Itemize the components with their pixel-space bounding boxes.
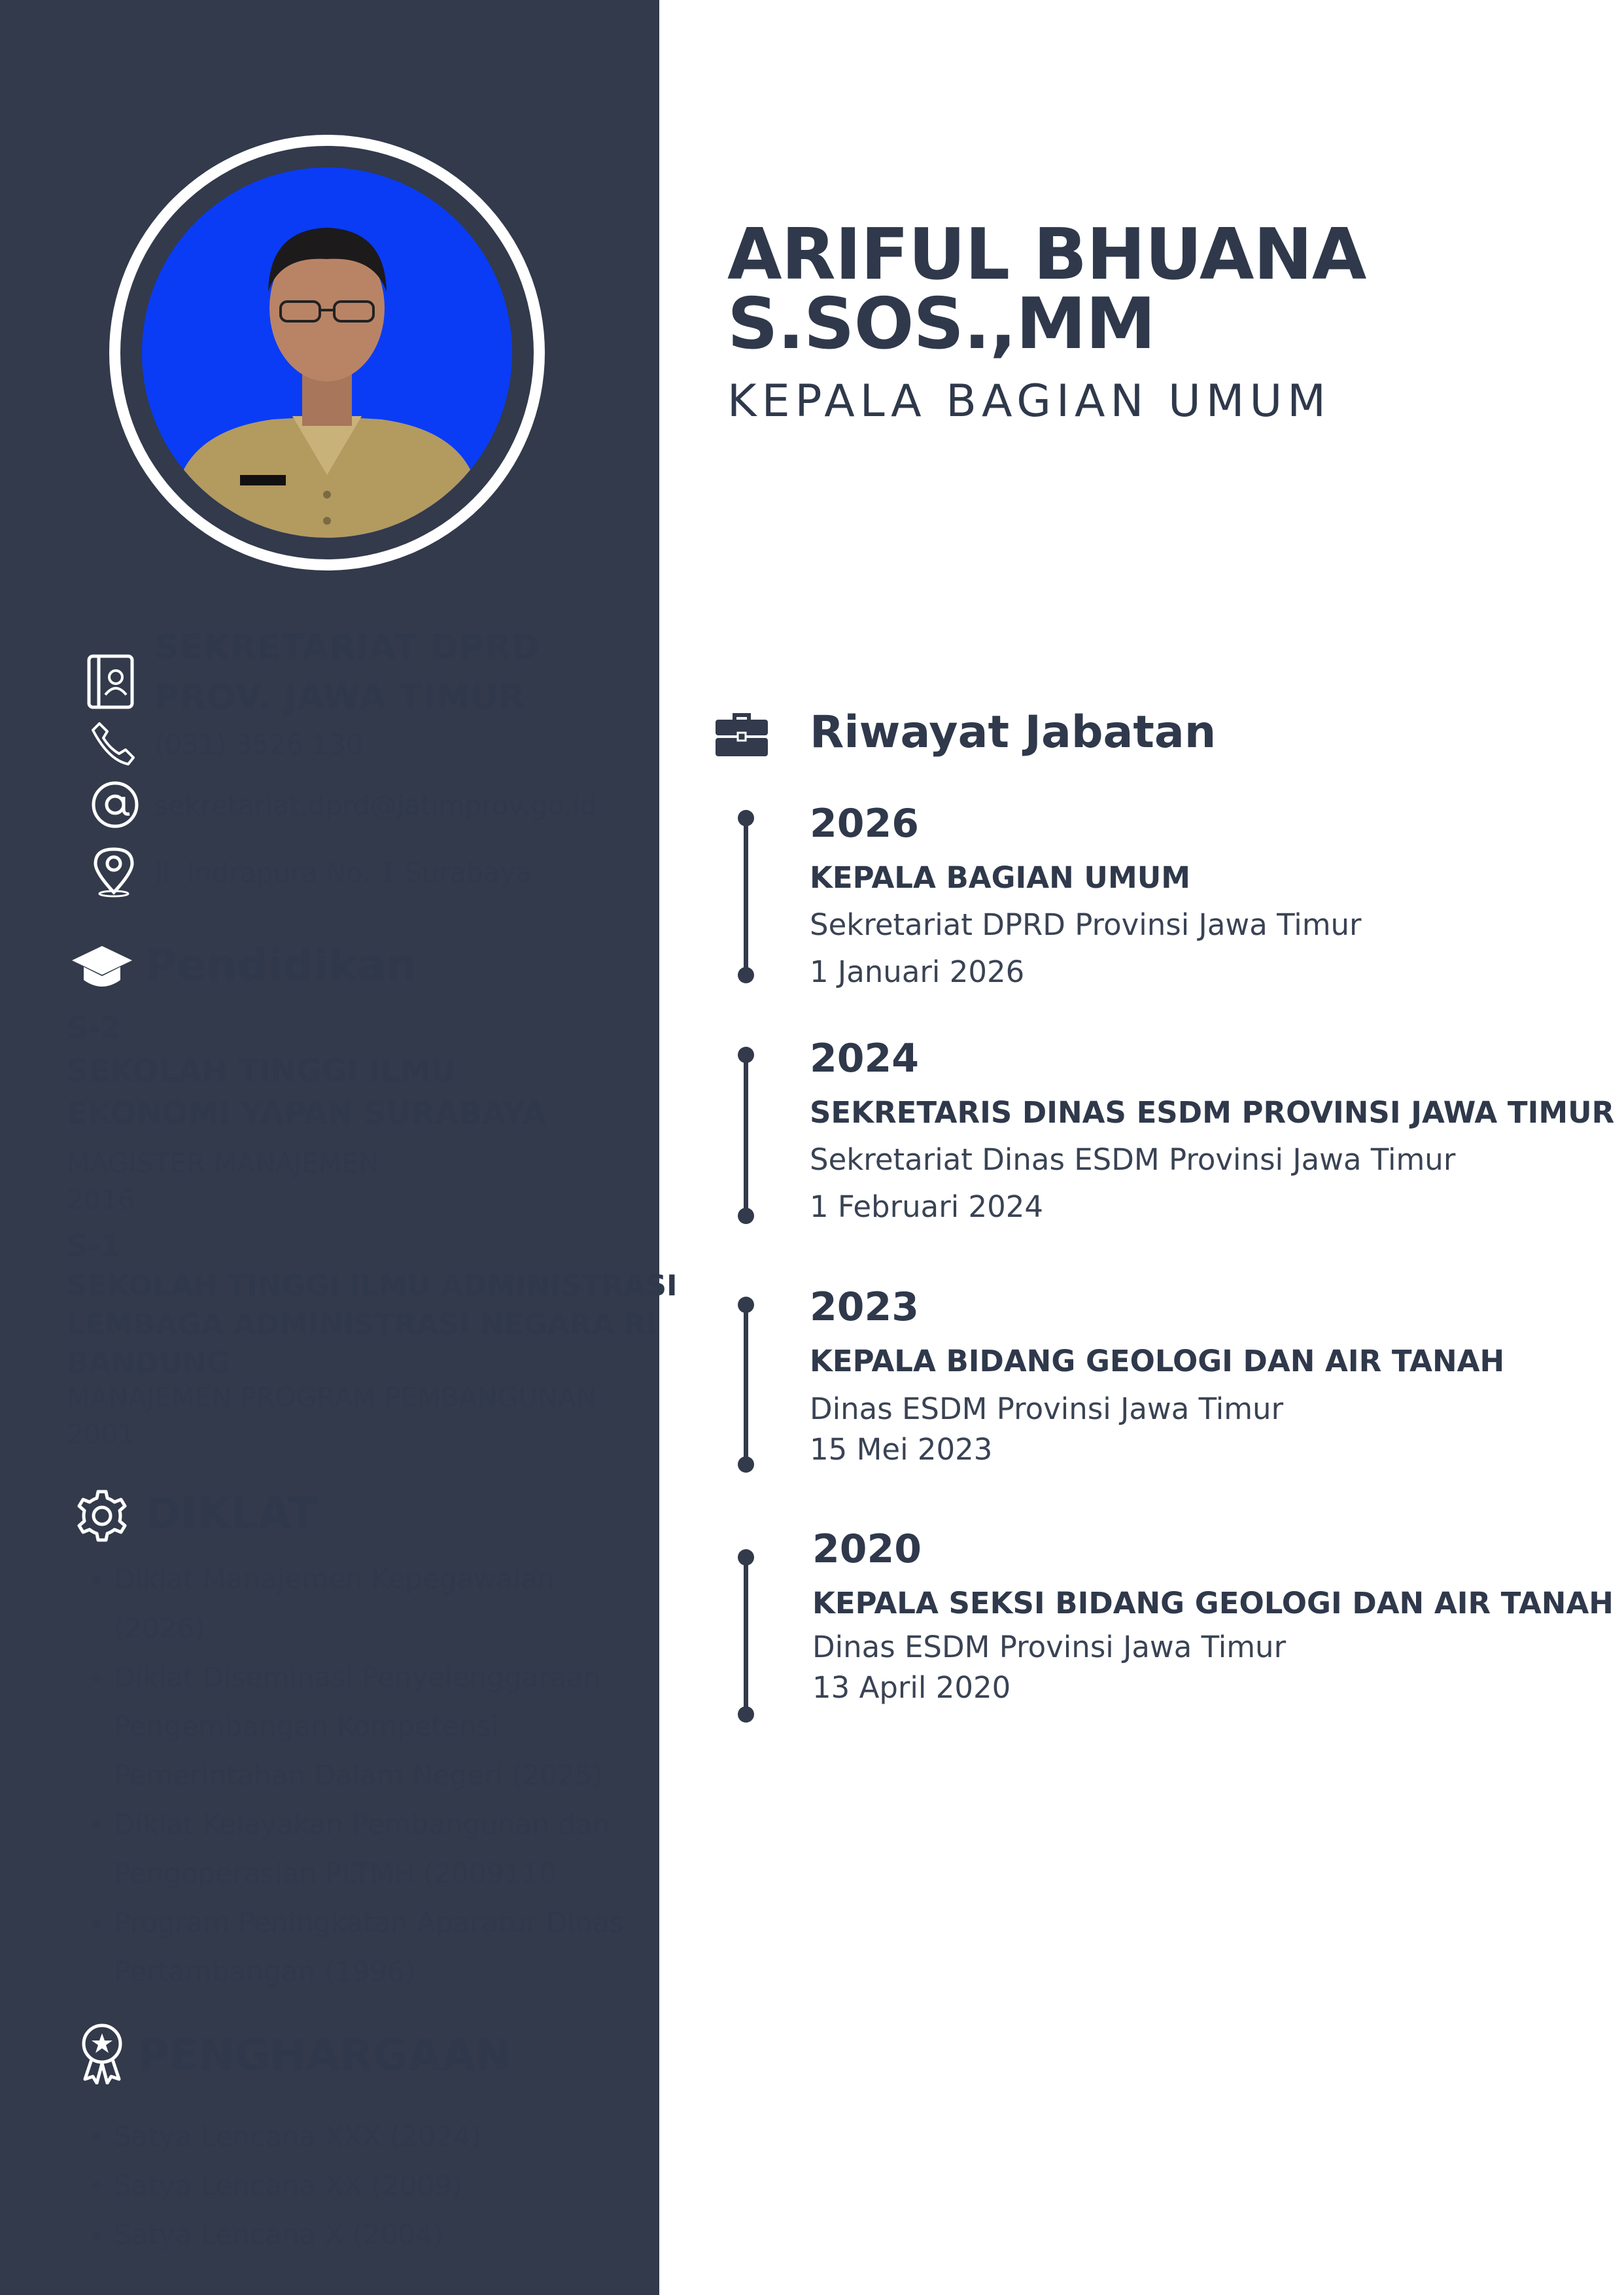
diklat-item-line: (2026) — [114, 1612, 205, 1644]
career-date: 15 Mei 2023 — [810, 1432, 993, 1467]
education-school-s2-line1: SEKOLAH TINGGI ILMU — [67, 1053, 456, 1089]
diklat-item — [114, 1898, 642, 1996]
timeline-dot — [738, 1208, 754, 1224]
diklat-item-line: Diklat Manajemen Kepegawaian — [114, 1563, 555, 1595]
diklat-item — [114, 1653, 642, 1800]
career-title: KEPALA SEKSI BIDANG GEOLOGI DAN AIR TANAH — [812, 1586, 1614, 1621]
education-year-s2: 2016 — [67, 1184, 135, 1216]
gear-icon — [75, 1489, 129, 1543]
contact-phone: (031) 3526 130 — [154, 729, 363, 760]
diklat-item-line: Diklat Kelayakan Pembangunan dan — [114, 1808, 610, 1840]
career-year: 2020 — [812, 1526, 922, 1572]
award-medal-icon — [76, 2022, 128, 2084]
education-degree-s2: S-2 — [67, 1011, 121, 1045]
timeline-dot — [738, 1047, 754, 1063]
diklat-item-line: Diklat Diseminasi Penyelenggaraan — [114, 1661, 601, 1693]
diklat-item — [114, 1800, 642, 1898]
diklat-item-line: Pemerintahan Dalam Negeri (2025) — [114, 1759, 603, 1791]
career-date: 1 Februari 2024 — [810, 1189, 1044, 1224]
contact-org-line1: SEKRETARIAT DPRD — [154, 628, 541, 667]
award-item: • Satya Lencana X (2004) — [114, 2210, 642, 2259]
award-item: • Satya Lencana XX (2009) — [114, 2161, 642, 2210]
timeline-dot — [738, 1456, 754, 1473]
career-year: 2024 — [810, 1036, 919, 1081]
diklat-item-line: Pengembangan Kompetensi — [114, 1710, 499, 1742]
timeline-dot — [738, 1549, 754, 1566]
graduation-cap-icon — [71, 941, 133, 993]
diklat-heading: DIKLAT — [145, 1488, 318, 1539]
career-date: 13 April 2020 — [812, 1670, 1011, 1705]
education-school-s1-line3: BANDUNG — [67, 1346, 230, 1380]
timeline-line — [744, 1558, 748, 1715]
education-major-s2: MAGISTER MANAJEMEN — [67, 1148, 379, 1179]
diklat-item-line: Program Peningkatan Aparatur Dinas — [114, 1906, 624, 1938]
career-date: 1 Januari 2026 — [810, 955, 1025, 989]
profile-photo — [142, 167, 512, 538]
career-year: 2026 — [810, 801, 919, 847]
career-org: Dinas ESDM Provinsi Jawa Timur — [812, 1630, 1287, 1664]
career-org: Dinas ESDM Provinsi Jawa Timur — [810, 1392, 1284, 1426]
education-degree-s1: S-1 — [67, 1229, 121, 1263]
diklat-list — [67, 1554, 642, 1996]
location-pin-icon — [90, 845, 137, 898]
education-major-s1: MANAJEMEN PROGRAM PEMBANGUNAN — [67, 1382, 596, 1413]
education-school-s2-line2: EKONOMI YAPAN SURABAYA — [67, 1096, 546, 1132]
timeline-line — [744, 822, 748, 975]
phone-icon — [90, 720, 137, 767]
timeline-line — [744, 1306, 748, 1465]
contact-email: sekretariat.dprd@jatimprov.go.id — [154, 790, 597, 821]
career-year: 2023 — [810, 1284, 919, 1330]
contact-address: Jl. Indrapura No. 1 Surabaya — [154, 857, 532, 888]
awards-heading: PENGHARGAAN — [137, 2030, 511, 2080]
profile-role: KEPALA BAGIAN UMUM — [727, 376, 1331, 427]
diklat-item-line: Pengoperasian PLTMH (2009110 — [114, 1857, 557, 1889]
career-title: KEPALA BAGIAN UMUM — [810, 860, 1191, 895]
education-year-s1: 2001 — [67, 1418, 135, 1450]
diklat-item — [114, 1554, 642, 1653]
timeline-line — [744, 1056, 748, 1217]
education-heading: Pendidikan — [145, 940, 417, 990]
timeline-dot — [738, 1297, 754, 1313]
contact-org-line2: PROV. JAWA TIMUR — [154, 678, 526, 717]
education-school-s1-line2: LEMBAGA ADMINISTRASI NEGARA RI — [67, 1308, 657, 1341]
timeline-dot — [738, 1706, 754, 1723]
briefcase-icon — [714, 710, 769, 758]
timeline-dot — [738, 967, 754, 983]
career-title: SEKRETARIS DINAS ESDM PROVINSI JAWA TIMUR — [810, 1095, 1615, 1130]
career-title: KEPALA BIDANG GEOLOGI DAN AIR TANAH — [810, 1344, 1505, 1378]
contact-card-icon — [87, 654, 135, 709]
profile-name-line2: S.SOS.,MM — [727, 283, 1156, 365]
profile-name-line1: ARIFUL BHUANA — [727, 214, 1366, 296]
award-item: • Satya Lencana XXX (2024) — [114, 2112, 642, 2161]
diklat-item-line: Pertambangan (1996) — [114, 1955, 416, 1988]
awards-list — [67, 2112, 642, 2259]
career-heading: Riwayat Jabatan — [810, 707, 1217, 758]
person-portrait-icon — [142, 167, 512, 538]
email-at-icon — [90, 780, 140, 830]
education-school-s1-line1: SEKOLAH TINGGI ILMU ADMINISTRASI — [67, 1269, 678, 1303]
career-org: Sekretariat Dinas ESDM Provinsi Jawa Timur — [810, 1142, 1456, 1177]
career-org: Sekretariat DPRD Provinsi Jawa Timur — [810, 907, 1362, 942]
timeline-dot — [738, 810, 754, 826]
